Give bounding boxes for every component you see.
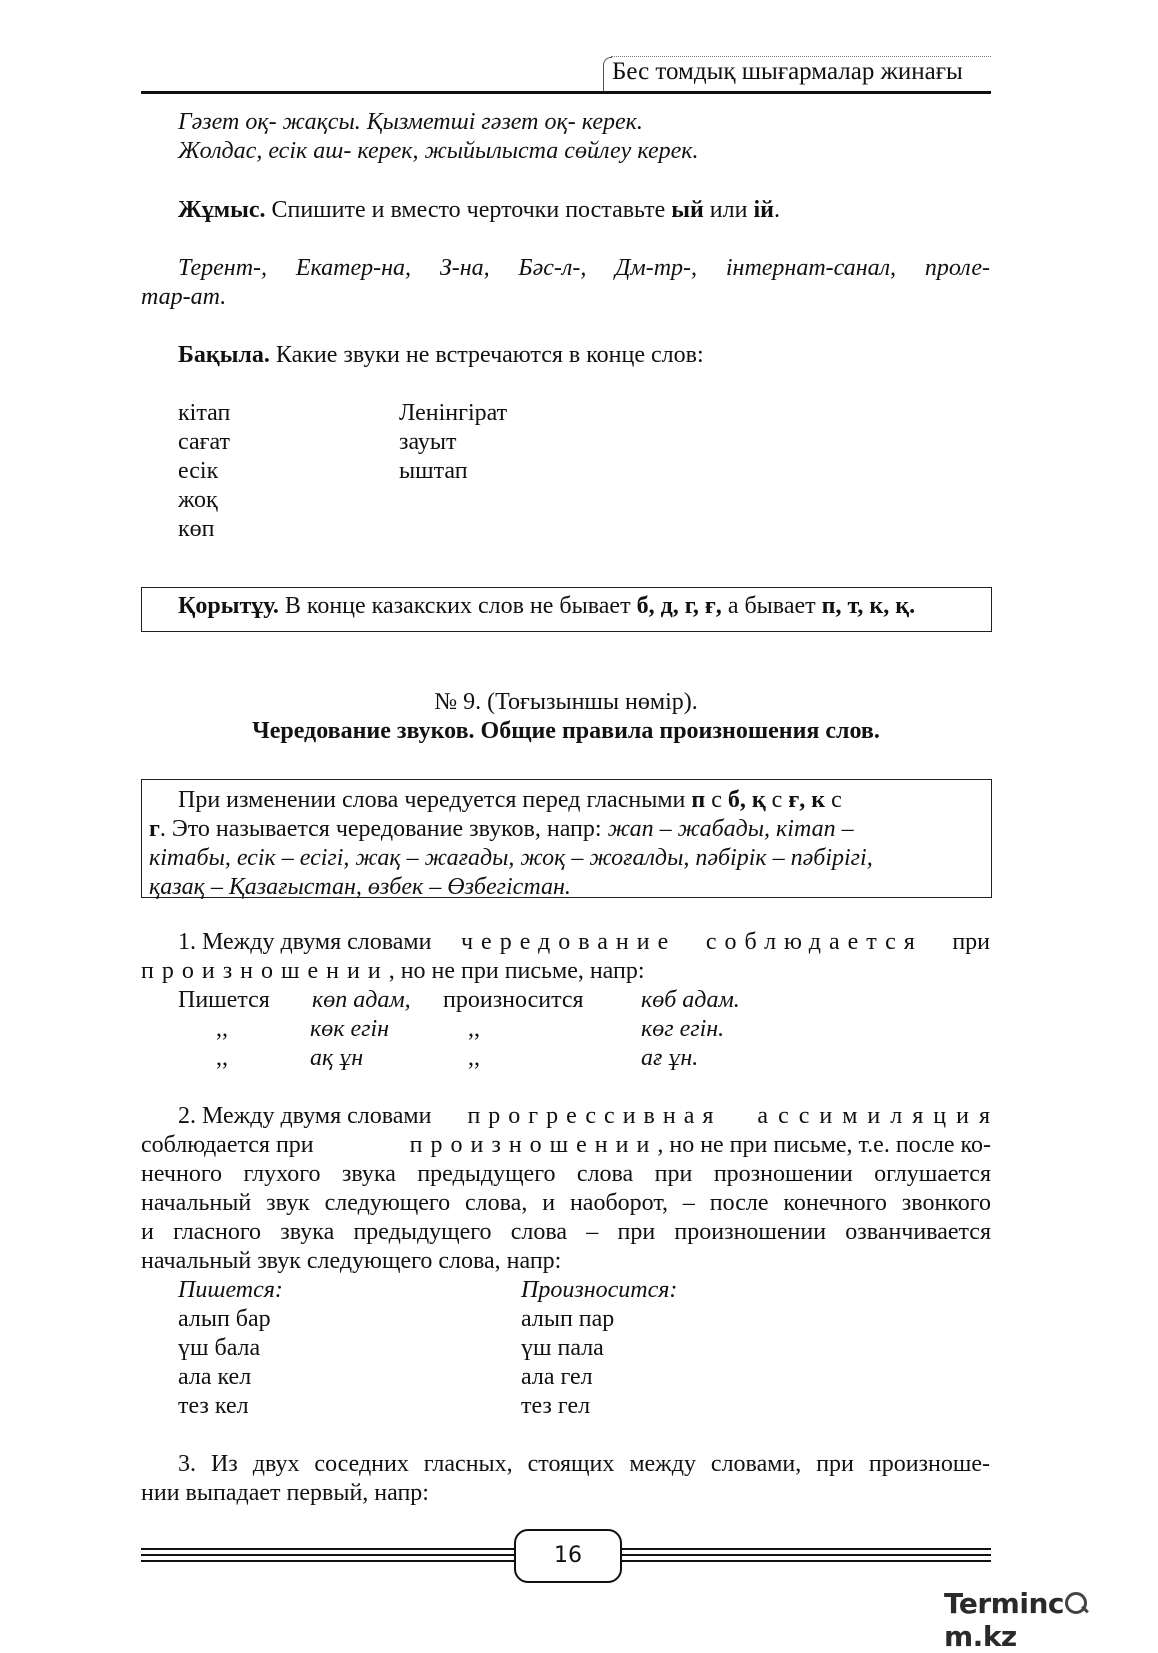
paragraph-2-line-5: и гласного звука предыдущего слова – при произношении озванчивается	[141, 1219, 991, 1245]
conclusion-letters-1: б, д, г, ғ,	[636, 593, 722, 619]
table1-word: көк егін	[310, 1016, 390, 1042]
task-instruction-1	[178, 196, 780, 225]
word-list-right	[399, 399, 507, 486]
word-item: көп	[178, 516, 215, 542]
exercise-line-2: тар-ат.	[141, 284, 227, 310]
rule-line-2	[149, 815, 854, 844]
table1-word: ақ ұн	[310, 1045, 364, 1071]
magnifier-icon	[1065, 1592, 1087, 1614]
table2-word: үш пала	[521, 1335, 604, 1361]
exercise-line-1: Терент-, Екатер-на, З-на, Бәс-л-, Дм-тр-, інтернат-санал, проле-	[178, 255, 990, 281]
p2-text: , но не при письме, т.е. после ко-	[657, 1132, 991, 1158]
ditto-mark: ,,	[468, 1016, 480, 1042]
rule-line-1	[178, 786, 842, 815]
table1-header-written: Пишется	[178, 987, 270, 1013]
header-rule	[141, 91, 991, 94]
task-letters-2: ій	[753, 197, 774, 223]
table2-header-pronounced: Произносится:	[521, 1277, 678, 1303]
watermark-text: Terminc	[944, 1587, 1064, 1620]
p2-text: соблюдается при	[141, 1132, 314, 1158]
task-text: Спишите и вместо черточки поставьте	[265, 197, 672, 223]
table1-pronunciation: көг егін.	[641, 1016, 725, 1042]
task-label: Бақыла.	[178, 342, 270, 368]
conclusion-letters-2: п, т, к, қ.	[821, 593, 916, 619]
rule-text: с	[825, 787, 842, 813]
table1-word: көп адам,	[312, 987, 411, 1013]
word-item: сағат	[178, 429, 230, 455]
p1-spaced-term: чередование	[460, 929, 677, 955]
conclusion-text	[178, 592, 915, 621]
running-header-title: Бес томдық шығармалар жинағы	[612, 58, 963, 85]
table2-word: ала кел	[178, 1364, 252, 1390]
p1-text: 1. Между двумя словами	[178, 929, 432, 955]
rule-line-3: кітабы, есік – есігі, жақ – жағады, жоқ – жоғалды, пәбірік – пәбірігі,	[149, 845, 873, 871]
table2-word: алып пар	[521, 1306, 615, 1332]
table2-written-column	[178, 1305, 271, 1421]
table1-header-pronounced: произносится	[443, 987, 584, 1013]
conclusion-part: В конце казакских слов не бывает	[278, 593, 637, 619]
table2-pronounced-column	[521, 1305, 614, 1421]
p1-spaced-term: произношении	[141, 958, 389, 984]
header-corner-ornament	[603, 57, 612, 91]
rule-letter: ғ, к	[788, 787, 826, 813]
table1-pronunciation: көб адам.	[641, 987, 740, 1013]
word-item: жоқ	[178, 487, 218, 513]
task-letters-1: ый	[671, 197, 704, 223]
rule-text: . Это называется чередование звуков, напр:	[159, 816, 608, 842]
paragraph-2-line-3: нечного глухого звука предыдущего слова при прозношении оглушается	[141, 1161, 991, 1187]
rule-text: с	[705, 787, 728, 813]
section-title: Чередование звуков. Общие правила произношения слов.	[252, 718, 880, 744]
paragraph-3-line-1: 3. Из двух соседних гласных, стоящих между словами, при произноше-	[178, 1451, 990, 1477]
rule-text: При изменении слова чередуется перед гласными	[178, 787, 692, 813]
p2-spaced-term: произношении	[409, 1132, 658, 1158]
watermark-logo	[944, 1587, 1158, 1653]
word-item: зауыт	[399, 429, 457, 455]
section-number: № 9. (Тоғызыншы нөмір).	[434, 689, 698, 715]
paragraph-1-line-1	[178, 928, 990, 957]
rule-line-4: қазақ – Қазағыстан, өзбек – Өзбегістан.	[149, 874, 571, 900]
task-text: Какие звуки не встречаются в конце слов:	[269, 342, 704, 368]
rule-example: жап – жабады, кітап –	[607, 816, 854, 842]
ditto-mark: ,,	[216, 1045, 228, 1071]
p2-spaced-term: прогрессивная	[467, 1103, 722, 1129]
table2-word: ала гел	[521, 1364, 593, 1390]
paragraph-1-line-2	[141, 957, 645, 986]
table2-word: тез кел	[178, 1393, 249, 1419]
watermark-text: m.kz	[944, 1620, 1017, 1653]
task-text-2: или	[703, 197, 754, 223]
conclusion-part: а бывает	[721, 593, 822, 619]
word-item: кітап	[178, 400, 231, 426]
p2-spaced-term: ассимиляция	[757, 1103, 1000, 1129]
table1-pronunciation: ағ ұн.	[641, 1045, 699, 1071]
rule-letter: б, қ	[727, 787, 766, 813]
page-number: 16	[514, 1529, 622, 1583]
table2-word: үш бала	[178, 1335, 261, 1361]
rule-text: с	[765, 787, 789, 813]
p2-text: 2. Между двумя словами	[178, 1103, 432, 1129]
word-list-left	[178, 399, 230, 544]
paragraph-2-line-4: начальный звук следующего слова, и наоборот, – после конечного звонкого	[141, 1190, 991, 1216]
ditto-mark: ,,	[468, 1045, 480, 1071]
p1-spaced-term: соблюдается	[705, 929, 923, 955]
table2-word: тез гел	[521, 1393, 591, 1419]
paragraph-2-line-1	[178, 1102, 1000, 1131]
word-item: ыштап	[399, 458, 468, 484]
task-label: Жұмыс.	[178, 197, 266, 223]
paragraph-2-line-2	[141, 1131, 991, 1160]
task-text-3: .	[773, 197, 780, 223]
example-line-1: Гәзет оқ- жақсы. Қызметші гәзет оқ- керек.	[178, 109, 643, 135]
word-item: есік	[178, 458, 219, 484]
conclusion-label: Қорытұу.	[178, 593, 279, 619]
p1-text: при	[952, 929, 990, 955]
rule-letter: г	[149, 816, 160, 842]
word-item: Ленінгірат	[399, 400, 508, 426]
table2-header-written: Пишется:	[178, 1277, 283, 1303]
paragraph-3-line-2: нии выпадает первый, напр:	[141, 1480, 429, 1506]
rule-letter: п	[691, 787, 706, 813]
p1-text: , но не при письме, напр:	[388, 958, 645, 984]
paragraph-2-line-6: начальный звук следующего слова, напр:	[141, 1248, 562, 1274]
table2-word: алып бар	[178, 1306, 271, 1332]
ditto-mark: ,,	[216, 1016, 228, 1042]
task-instruction-2	[178, 341, 704, 370]
example-line-2: Жолдас, есік аш- керек, жыйылыста сөйлеу керек.	[178, 138, 699, 164]
